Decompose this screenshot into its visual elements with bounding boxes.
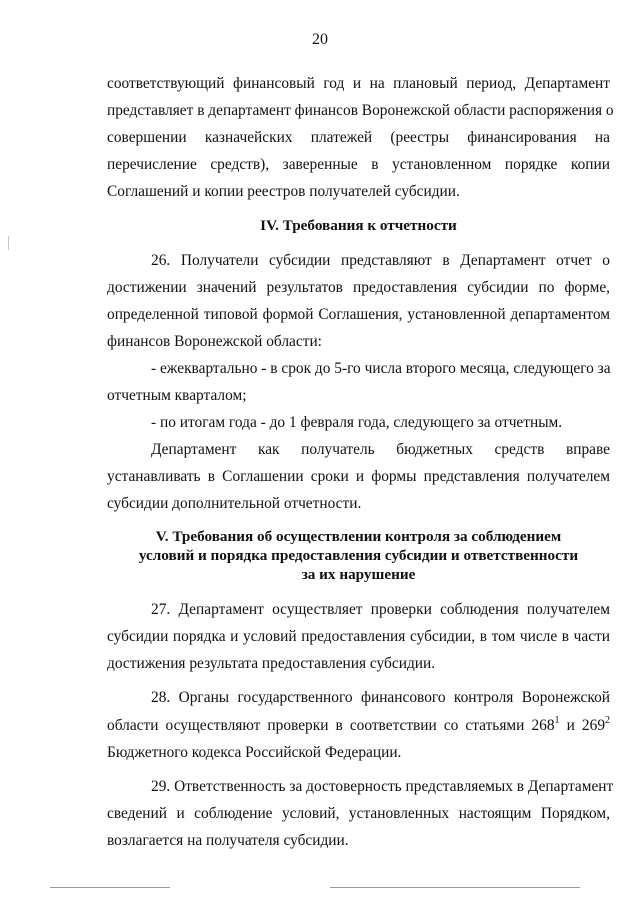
paragraph-line: финансов Воронежской области: — [107, 333, 322, 350]
paragraph-line: субсидии дополнительной отчетности. — [107, 495, 362, 512]
paragraph-line: 26. Получатели субсидии представляют в Департамент отчет о — [151, 252, 610, 269]
list-item-line: - по итогам года - до 1 февраля года, следующего за отчетным. — [151, 414, 563, 431]
paragraph-line — [107, 716, 610, 736]
paragraph-line: совершении казначейских платежей (реестры финансирования на — [107, 129, 610, 146]
section-heading-v-line: V. Требования об осуществлении контроля за соблюдением — [155, 528, 562, 545]
paragraph-line: представляет в департамент финансов Воронежской области распоряжения о — [107, 102, 614, 119]
footer-rule — [50, 887, 170, 888]
paragraph-line: перечисление средств), заверенные в установленном порядке копии — [107, 156, 610, 173]
paragraph-line: Бюджетного кодекса Российской Федерации. — [107, 744, 402, 761]
article-reference: $268^1$ — [531, 714, 560, 734]
page-number: 20 — [312, 31, 328, 48]
paragraph-line: возлагается на получателя субсидии. — [107, 832, 349, 849]
paragraph-line: 29. Ответственность за достоверность представляемых в Департамент — [151, 778, 614, 795]
list-item-line: отчетным кварталом; — [107, 387, 247, 404]
list-item-line: - ежеквартально - в срок до 5-го числа второго месяца, следующего за — [151, 360, 611, 377]
paragraph-line: Департамент как получатель бюджетных средств вправе — [151, 441, 610, 458]
paragraph-line: достижения результата предоставления субсидии. — [107, 655, 436, 672]
footer-rule — [330, 887, 580, 888]
paragraph-line: субсидии порядка и условий предоставления субсидии, в том числе в части — [107, 628, 610, 645]
paragraph-line: Соглашений и копии реестров получателей субсидии. — [107, 183, 460, 200]
paragraph-line: устанавливать в Соглашении сроки и формы представления получателем — [107, 468, 610, 485]
paragraph-line: достижении значений результатов предоставления субсидии по форме, — [107, 279, 610, 296]
section-heading-v-line: за их нарушение — [301, 566, 416, 583]
section-heading-iv: IV. Требования к отчетности — [260, 217, 457, 234]
margin-mark — [8, 236, 9, 250]
section-heading-v-line: условий и порядка предоставления субсидии и ответственности — [138, 547, 579, 564]
paragraph-line: соответствующий финансовый год и на плановый период, Департамент — [107, 75, 610, 92]
article-reference: $269^2$ — [581, 714, 611, 734]
paragraph-text: области осуществляют проверки в соответствии со статьями — [107, 717, 525, 734]
conjunction: и — [566, 717, 575, 734]
paragraph-line: 27. Департамент осуществляет проверки соблюдения получателем — [151, 601, 610, 618]
paragraph-line: определенной типовой формой Соглашения, установленной департаментом — [107, 306, 610, 323]
paragraph-line: 28. Органы государственного финансового контроля Воронежской — [151, 689, 610, 706]
paragraph-line: сведений и соблюдение условий, установленных настоящим Порядком, — [107, 805, 610, 822]
